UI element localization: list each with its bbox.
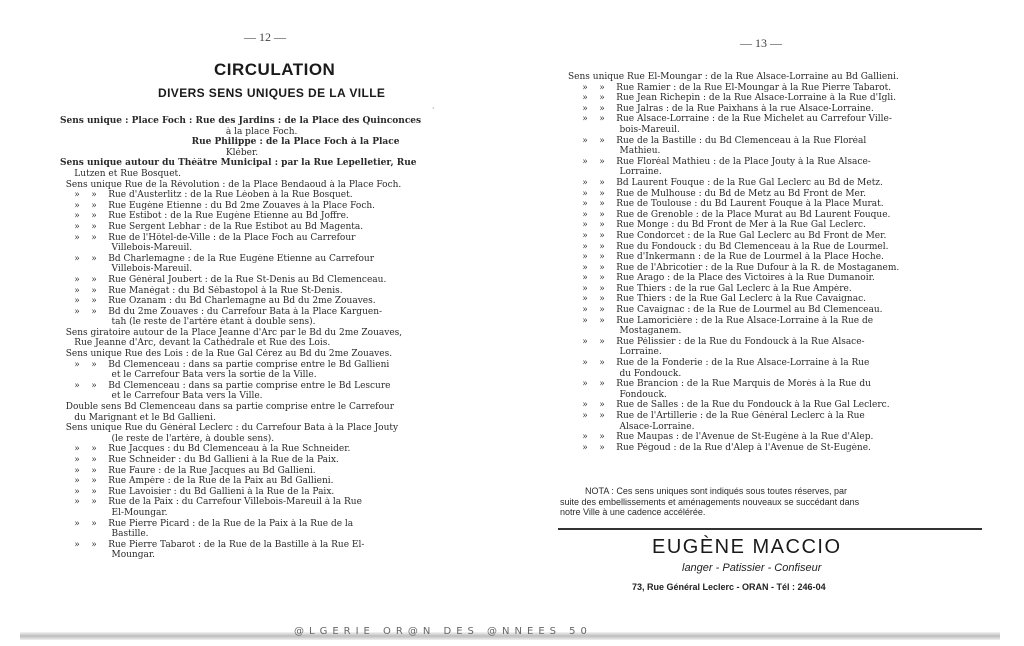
text-line: » » Rue Jean Richepin : de la Rue Alsace-Lorraine à la Rue d'Igli. [568, 93, 896, 104]
text-line: » » Rue Schneider : du Bd Gallieni à la Rue de la Paix. [60, 455, 339, 465]
text-line: » » Rue Thiers : de la Rue Gal Leclerc à la Rue Cavaignac. [568, 294, 866, 305]
text-line: Sens unique Rue des Lois : de la Rue Gal Cérez au Bd du 2me Zouaves. [60, 349, 393, 360]
text-line: du Marignant et le Bd Gallieni. [60, 412, 216, 423]
text-line: » » Rue Maupas : de l'Avenue de St-Eugène à la Rue d'Alep. [568, 432, 874, 443]
text-line: » » Rue de Toulouse : du Bd Laurent Fouque à la Place Murat. [568, 199, 884, 210]
text-line: Kléber. [60, 147, 259, 158]
text-line: » » Rue du Fondouck : du Bd Clemenceau à la Rue de Lourmel. [568, 241, 889, 252]
text-line: » » Rue de l'Abricotier : de la Rue Dufour à la R. de Mostaganem. [568, 262, 900, 273]
text-line: Villebois-Mareuil. [60, 264, 193, 275]
text-line: Alsace-Lorraine. [568, 421, 695, 432]
text-line: » » Rue Général Joubert : de la Rue St-Denis au Bd Clemenceau. [60, 274, 387, 285]
text-line: Lorraine. [568, 167, 662, 178]
text-line: bois-Mareuil. [568, 124, 680, 135]
text-line: » » Rue Ampère : de la Rue de la Paix au Bd Gallieni. [60, 476, 334, 487]
text-line: » » Rue de la Bastille : du Bd Clemenceau à la Rue Floréal [568, 135, 867, 146]
text-line: » » Rue Monge : du Bd Front de Mer à la Rue Gal Leclerc. [568, 220, 866, 231]
text-line: » » Rue de Salles : de la Rue du Fondouck à la Rue Gal Leclerc. [568, 400, 890, 411]
page-number-right: — 13 — [740, 36, 782, 50]
text-line: » » Rue de l'Artillerie : de la Rue Général Leclerc à la Rue [568, 411, 865, 421]
text-line: » » Rue Lamoricière : de la Rue Alsace-Lorraine à la Rue de [568, 315, 874, 326]
text-line: Sens unique autour du Théâtre Municipal : par la Rue Lepelletier, Rue [60, 158, 417, 169]
text-line: » » Bd du 2me Zouaves : du Carrefour Bata à la Place Karguen- [60, 306, 383, 317]
text-line: » » Bd Clemenceau : dans sa partie comprise entre le Bd Lescure [60, 380, 391, 391]
text-line: » » Rue Eugène Etienne : du Bd 2me Zouaves à la Place Foch. [60, 200, 376, 211]
text-line: » » Rue d'Inkermann : de la Rue de Lourmel à la Place Hoche. [568, 252, 884, 263]
text-line: Sens unique : Place Foch : Rue des Jardins : de la Place des Quinconces [60, 116, 422, 126]
text-line: » » Bd Laurent Fouque : de la Rue Gal Leclerc au Bd de Metz. [568, 177, 883, 188]
text-line: et le Carrefour Bata vers la Ville. [60, 391, 263, 402]
text-line: » » Rue Manégat : du Bd Sébastopol à la Rue St-Denis. [60, 285, 343, 296]
text-line: » » Rue Alsace-Lorraine : de la Rue Michelet au Carrefour Ville- [568, 114, 892, 125]
page-number-left: — 12 — [244, 30, 286, 44]
text-line: Mathieu. [568, 146, 661, 157]
text-line: » » Rue Ramier : de la Rue El-Moungar à la Rue Pierre Tabarot. [568, 82, 892, 93]
text-line: » » Rue Cavaignac : de la Rue de Lourmel au Bd Clemenceau. [568, 305, 883, 316]
left-street-list [60, 116, 490, 561]
text-line: » » Bd Charlemagne : de la Rue Eugène Etienne au Carrefour [60, 253, 375, 264]
text-line: tah (le reste de l'artère étant à double sens). [60, 317, 316, 328]
text-line: » » Rue Thiers : de la rue Gal Leclerc à la Rue Ampère. [568, 283, 852, 294]
text-line: » » Rue de la Paix : du Carrefour Villebois-Mareuil à la Rue [60, 497, 362, 508]
text-line: Sens unique Rue de la Révolution : de la Place Bendaoud à la Place Foch. [60, 179, 402, 190]
text-line: » » Rue Condorcet : de la Rue Gal Leclerc au Bd Front de Mer. [568, 230, 887, 241]
right-street-list [568, 72, 988, 453]
text-line: » » Rue Jacques : du Bd Clemenceau à la Rue Schneider. [60, 444, 351, 455]
print-speck: · [432, 104, 435, 113]
text-line: Double sens Bd Clemenceau dans sa partie comprise entre le Carrefour [60, 402, 394, 413]
advertisement-trades: langer - Patissier - Confiseur [682, 562, 822, 574]
text-line: El-Moungar. [60, 507, 168, 518]
nota-paragraph [560, 486, 980, 518]
text-line: Rue Philippe : de la Place Foch à la Place [60, 137, 400, 148]
text-line: » » Rue de la Fonderie : de la Rue Alsace-Lorraine à la Rue [568, 358, 870, 369]
text-line: » » Rue Jalras : de la Rue Paixhans à la rue Alsace-Lorraine. [568, 103, 874, 114]
text-line: Fondouck. [568, 389, 667, 400]
text-line: » » Rue Ozanam : du Bd Charlemagne au Bd du 2me Zouaves. [60, 296, 376, 307]
text-line: » » Rue Faure : de la Rue Jacques au Bd Gallieni. [60, 465, 316, 476]
text-line: » » Rue Brancion : de la Rue Marquis de Morès à la Rue du [568, 379, 871, 390]
text-line: NOTA : Ces sens uniques sont indiqués sous toutes réserves, par [560, 486, 847, 496]
text-line: à la place Foch. [60, 126, 298, 137]
text-line: Mostaganem. [568, 326, 682, 337]
watermark: @LGERIE OR@N DES @NNEES 50 [294, 626, 592, 637]
text-line: » » Rue de Mulhouse : du Bd de Metz au Bd Front de Mer. [568, 188, 867, 199]
text-line: Sens unique Rue El-Moungar : de la Rue Alsace-Lorraine au Bd Gallieni. [568, 72, 899, 82]
text-line: » » Bd Clemenceau : dans sa partie comprise entre le Bd Gallieni [60, 359, 390, 370]
text-line: (le reste de l'artère, à double sens). [60, 433, 275, 444]
advertisement-rule [558, 528, 982, 530]
text-line: notre Ville à une cadence accélérée. [560, 507, 706, 518]
text-line: Moungar. [60, 550, 156, 561]
text-line: » » Rue Pierre Picard : de la Rue de la Paix à la Rue de la [60, 518, 354, 529]
text-line: » » Rue de l'Hôtel-de-Ville : de la Place Foch au Carrefour [60, 232, 356, 243]
text-line: Lorraine. [568, 347, 662, 358]
text-line: » » Rue Pélissier : de la Rue du Fondouck à la Rue Alsace- [568, 336, 865, 347]
text-line: Lutzen et Rue Bosquet. [60, 168, 181, 179]
text-line: et le Carrefour Bata vers la sortie de la Ville. [60, 370, 317, 381]
text-line: Sens giratoire autour de la Place Jeanne d'Arc par le Bd du 2me Zouaves, [60, 327, 403, 338]
text-line: du Fondouck. [568, 368, 682, 379]
text-line: Rue Jeanne d'Arc, devant la Cathédrale et Rue des Lois. [60, 338, 331, 349]
page-title: CIRCULATION [214, 60, 336, 79]
text-line: Villebois-Mareuil. [60, 243, 193, 254]
right-page [512, 0, 1024, 646]
advertisement-name: EUGÈNE MACCIO [652, 536, 842, 558]
text-line: » » Rue d'Austerlitz : de la Rue Léoben à la Rue Bosquet. [60, 190, 353, 201]
text-line: Bastille. [60, 529, 149, 540]
text-line: » » Rue Sergent Lebhar : de la Rue Estibot au Bd Magenta. [60, 221, 364, 232]
text-line: » » Rue Lavoisier : du Bd Gallieni à la Rue de la Paix. [60, 486, 335, 497]
text-line: suite des embellissements et aménagements nouveaux se succédant dans [560, 496, 860, 507]
text-line: » » Rue Estibot : de la Rue Eugène Etienne au Bd Joffre. [60, 211, 349, 222]
text-line: Sens unique Rue du Général Leclerc : du Carrefour Bata à la Place Jouty [60, 423, 399, 434]
page-subtitle: DIVERS SENS UNIQUES DE LA VILLE [158, 86, 386, 100]
advertisement-address: 73, Rue Général Leclerc - ORAN - Tél : 246-04 [632, 582, 826, 592]
text-line: » » Rue Arago : de la Place des Victoires à la Rue Dumanoir. [568, 273, 875, 284]
text-line: » » Rue de Grenoble : de la Place Murat au Bd Laurent Fouque. [568, 209, 891, 220]
text-line: » » Rue Floréal Mathieu : de la Place Jouty à la Rue Alsace- [568, 156, 871, 167]
text-line: » » Rue Pégoud : de la Rue d'Alep à l'Avenue de St-Eugène. [568, 442, 871, 453]
text-line: » » Rue Pierre Tabarot : de la Rue de la Bastille à la Rue El- [60, 539, 365, 550]
